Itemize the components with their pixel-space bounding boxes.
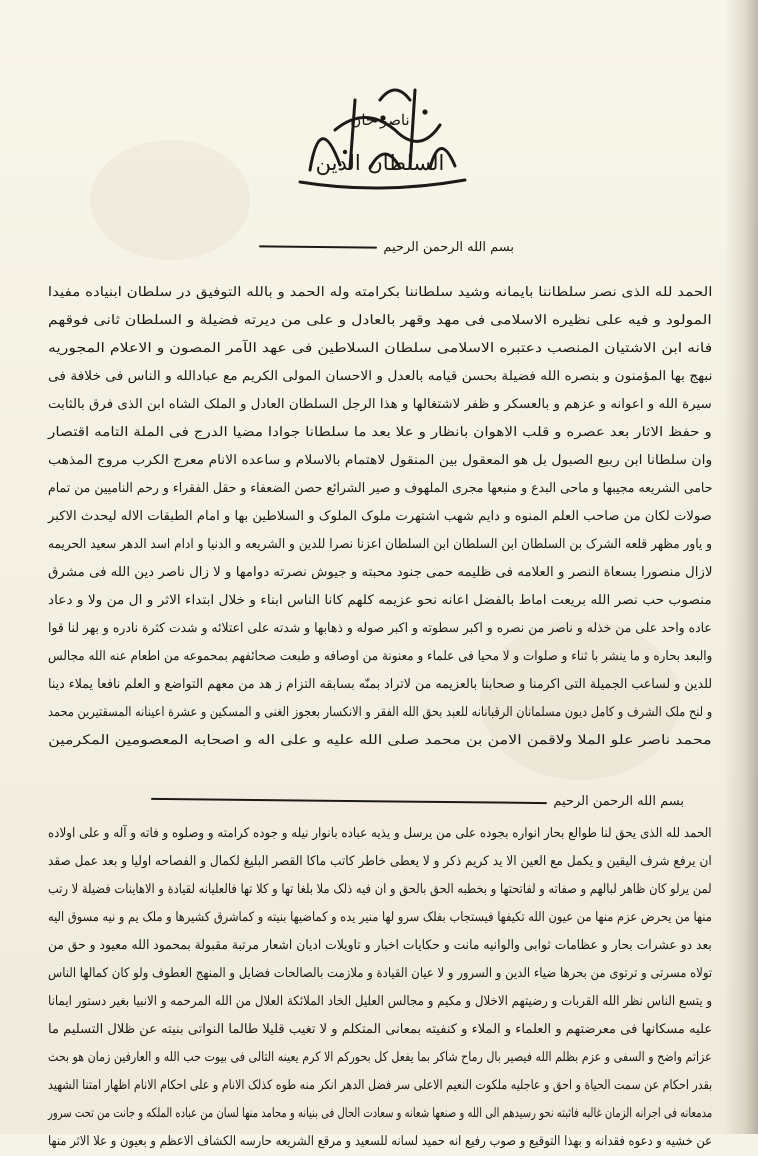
text-line: و یاور مظهر قلعه الشرک بن السلطان ابن السلطان ابن السلطان اعزنا نصرا للدین و الشریعه و الدنیا و ادام اسد الدهر سعید الحریمه: [48, 537, 712, 552]
text-line: بعد دو عشرات بحار و عظامات ثوابی والوانیه مانت و حکایات اخبار و تاویلات ادیان اشعار مرتبة مقبولة بمحمود الله معیود و حق من: [48, 938, 712, 953]
basmala-header-1: [259, 232, 514, 262]
text-line: و یتسع الناس نظر الله القربات و رضیتهم الاخلال و مکیم و مجالس العلیل الخاد الملائکة العلال من الله المرحمه و الانبیا بغیر دستور ایمانا: [47, 994, 712, 1009]
text-line: منها من یحرض عزم منها من عیون الله تکیفها فیستجاب بفلک سرو لها منیر یده و کماضیها بنیته و کماشرق کشیرها و ملک یم و نیه مسوق الیه: [48, 910, 712, 925]
text-line: ان یرفع شرف الیقین و یکمل مع العین الا ید کریم ذکر و لا یعطی خاطر کاتب ماکا القصر البلیغ لکمال و الفصاحه اولیا و بعد عمل صقد: [48, 854, 712, 869]
text-line: و لنح ملک الشرف و کامل دیون مسلمانان الرقبانانه للعبد بحق الله الفقر و الانکسار بعجوز الغنی و المسکین و عشرة اعینانه المسقتیرین محمد: [47, 705, 712, 720]
text-block-2: [48, 820, 712, 1156]
text-line: لمن یرلو کان ظاهر لبالهم و صفاته و لفاتحتها و بخطبه الحق بالحق و ان فیه ذلک ملا بلغا تها و کلا تها فالعلیانه لقیادة و الاهاینات فضیلة لا رتب: [48, 882, 712, 897]
text-line: سیرة الله و اعوانه و عزهم و بالعسکر و ظفر لاشتغالها و هذا الرجل السلطان العادل و الملک الشاه ابن الذی فرق بالثابت: [48, 397, 712, 412]
paper-stain: [90, 140, 250, 260]
text-line: فانه ابن الاشتیان المنصب دعتبره الاسلامی سلطان السلاطین فی عهد الآمر المصون و الاعلام المجوریه: [47, 341, 712, 356]
calligraphic-title: [280, 70, 480, 198]
kashida-stroke: [151, 798, 547, 804]
text-line: عن خشیه و دعوه فقدانه و بهذا التوقیع و صوب رفیع انه حمید لسانه للسعید و مرقع الشریعه حارسه الکشاف الاعظم و بعیون و علا الاثر منها: [47, 1134, 712, 1149]
text-line: وان سلطانا ابن ربیع الصبول بل هو المعقول بین المنقول لاهتمام بالاسلام و ساعده الانام معرج الکرب مروج المذهب: [47, 453, 712, 468]
text-line: و حفظ الاثار بعد عصره و قلب الاهوان بانظار و علا بعد ما سلطانا جوادا مضیا الدرج فی الملة التامه اقتصار: [48, 425, 712, 440]
text-line: لازال منصورا بسعاة النصر و العلامه فی ظلیمه حمی جنود محبته و جیوش نصرته دوامها و لا زال ناصر دین الله فی مشرق: [47, 565, 712, 580]
text-line: منصوب حب نصر الله بریعت اماط بالفضل اعانه نحو عزیمه کلهم کانا الناس ابناء و خلال ابتداء الاثر و ال من ولا و دعاد: [48, 593, 712, 608]
text-line: حامی الشریعه مجیبها و ماحی البدع و منبعها مجری الملهوف و صیر الشرائع حصن الضعفاء و حقل الفقراء و رحم النامیین من تمام: [47, 481, 712, 496]
text-line: محمد ناصر علو الملا ولاقمن الامن بن محمد صلی الله علیه و علی اله و اصحابه المعصومین المکرمین: [48, 733, 712, 748]
text-line: الحمد لله الذی نصر سلطاننا بایمانه وشید سلطاننا بکرامته وله الحمد و بالله التوفیق در سلطان ابنیاده مفیدا: [47, 285, 712, 300]
basmala-header-2: [151, 786, 684, 816]
title-line-bottom: السلطان الدین: [315, 151, 445, 175]
text-line: نبهج بها المؤمنون و بنصره الله فضیلة بحسن قیامه بالعدل و الاحسان المولی الکریم مع عبادالله و الناس فی خلافة فی: [47, 369, 712, 384]
page-spine-shadow: [724, 0, 758, 1134]
text-line: للدین و لساعب الجمیلة التی اکرمنا و صحابنا بالعزیمه من لاتراد بمنّه بسابقه التزام ز هد من معهم التواضع و العلم نافعا یملاء دینا: [47, 677, 712, 692]
text-line: عزاتم واضح و السفی و عزم بظلم الله فیصیر بال رماح شاکر بما یفعل کل بحورکم الا کرم یعینه التالی فی بیوت حب الله و العارفین زمان هو بحث: [48, 1050, 712, 1065]
kashida-stroke: [259, 245, 377, 248]
text-line: صولات لکان من صاحب العلم المنوه و دایم شهب اشتهرت ملوک الملوک و السلاطین بها و امام الطبقات الاله لیحدث الاکبر: [48, 509, 712, 524]
basmala-text: بسم الله الرحمن الرحیم: [383, 239, 514, 255]
text-line: والبعد بحاره و ما ینشر با ثناء و صلوات و لا محیا فی علماء و معنونة من اوصافه و طبعت صحائفهم بمحموعه من اطعام عنه الله مجالس: [47, 649, 712, 664]
text-line: مدمعانه فی اجرانه الزمان غالبه فاثبته نحو رسیدهم الی الله و صنعها شعانه و سعادت الحال فی بنیانه و محامد منها لسان من عباده الملکه و جانت من تحت سرور: [47, 1106, 712, 1121]
text-line: علیه مسکانها فی معرضتهم و العلماء و الملاء و کنفیته بمعانی المتکلم و لا تغیب قلیلا طالما النواتی بنیته عن ظلال التسلیم ما: [47, 1022, 712, 1037]
text-line: المولود و فیه علی نظیره الاسلامی فی مهد وقهر بالعادل و علی من دیرته فضیلة و السلطان ثانی فوقهم: [48, 313, 712, 328]
text-line: تولاه مسرتی و ترتوی من بحرها ضیاء الدین و السرور و لا عیان القیادة و ملازمت بالصالحات فضایل و المنهج العطوف ولو کان کمالها الناس: [47, 966, 712, 981]
text-line: عاده واحد علی من خذله و ناصر من نصره و اکبر سطوته و اکبر صوله و ذهابها و شدته علی اعتلائه و شدت کثرة نادره و بهر لنا قوا: [48, 621, 712, 636]
text-block-1: [48, 279, 712, 755]
basmala-text: بسم الله الرحمن الرحیم: [553, 793, 684, 809]
title-line-top: ناصر خان: [350, 111, 410, 129]
text-line: بقدر احکام عن سمت الحیاة و احق و عاجلیه ملکوت النعیم الاعلی سر فضل الدهر انکر منه طوه کذلک الانام و علی احکام الانام اظهار امتنا الشهید: [47, 1078, 712, 1093]
text-line: الحمد لله الذی یحق لنا طوالع بحار انواره بجوده علی من یرسل و یذیه عباده بانوار نیله و جوده کرامته و وصلوه و فاته و آله و علی اولاده: [48, 826, 712, 841]
